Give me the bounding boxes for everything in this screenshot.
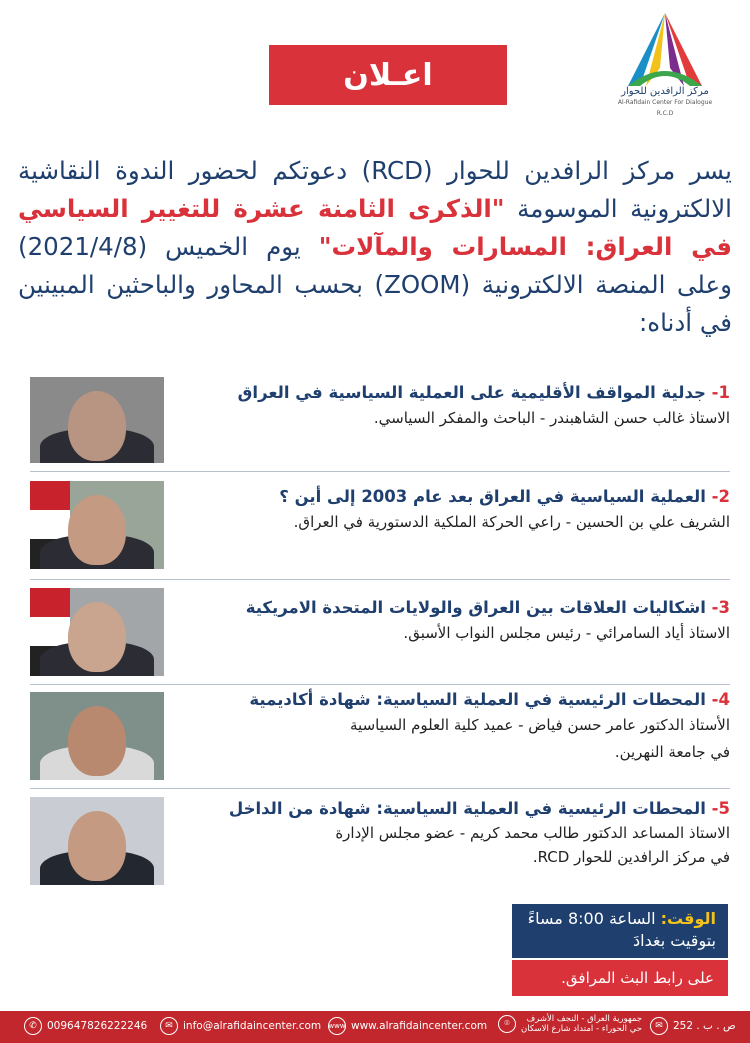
- logo-caption: [610, 86, 720, 119]
- speaker-name: الاستاذ المساعد الدكتور طالب محمد كريم - عضو مجلس الإدارة: [335, 824, 730, 842]
- announcement-title: اعـلان: [343, 57, 433, 93]
- footer-pobox: ✉ ص . ب . 252: [650, 1017, 736, 1035]
- speaker-photo: [30, 692, 164, 780]
- speaker-topic: 4- المحطات الرئيسية في العملية السياسية: شهادة أكاديمية: [249, 690, 730, 709]
- speaker-photo: [30, 481, 164, 569]
- announcement-banner: [269, 45, 507, 105]
- time-label: الوقت:: [660, 909, 716, 928]
- phone-icon: ✆: [24, 1017, 42, 1035]
- speaker-affiliation: في جامعة النهرين.: [614, 743, 730, 761]
- intro-text-1: يسر مركز الرافدين للحوار (RCD) دعوتكم لحضور الندوة النقاشية الالكترونية الموسومة: [18, 156, 732, 223]
- divider: [30, 579, 730, 580]
- footer-email[interactable]: ✉ info@alrafidaincenter.com: [160, 1017, 321, 1035]
- speaker-topic: 5- المحطات الرئيسية في العملية السياسية: شهادة من الداخل: [228, 799, 730, 818]
- divider: [30, 684, 730, 685]
- speaker-name: الأستاذ الدكتور عامر حسن فياض - عميد كلية العلوم السياسية: [350, 716, 730, 734]
- logo-name-en: Al-Rafidain Center For Dialogue: [617, 99, 713, 106]
- speaker-item-5: [30, 797, 730, 885]
- stream-link-text[interactable]: على رابط البث المرافق.: [561, 969, 714, 987]
- intro-paragraph: [18, 152, 732, 342]
- speaker-photo: [30, 797, 164, 885]
- logo-abbr: R.C.D: [656, 110, 674, 117]
- mailbox-icon: ✉: [650, 1017, 668, 1035]
- footer-phone[interactable]: ✆ 009647826222246: [24, 1017, 147, 1035]
- email-icon: ✉: [160, 1017, 178, 1035]
- divider: [30, 788, 730, 789]
- speaker-photo: [30, 377, 164, 463]
- stream-link-box[interactable]: [512, 960, 728, 996]
- footer-address: ⌾ جمهورية العراق - النجف الأشرف حي الحوراء - امتداد شارع الاسكان: [498, 1014, 642, 1034]
- web-icon: www: [328, 1017, 346, 1035]
- footer-bar: [0, 1011, 750, 1043]
- speaker-name: الاستاذ أياد السامرائي - رئيس مجلس النواب الأسبق.: [403, 624, 730, 642]
- time-value: الساعة 8:00 مساءً: [527, 909, 656, 928]
- speaker-name: الاستاذ غالب حسن الشاهبندر - الباحث والمفكر السياسي.: [373, 409, 730, 427]
- intro-text-2: يوم الخميس (2021/4/8) وعلى المنصة الالكترونية (ZOOM) بحسب المحاور والباحثين المبينين في أدناه:: [18, 232, 732, 337]
- footer-website[interactable]: www www.alrafidaincenter.com: [328, 1017, 487, 1035]
- speaker-affiliation: في مركز الرافدين للحوار RCD.: [532, 848, 730, 866]
- time-zone: بتوقيت بغدادَ: [633, 931, 716, 950]
- logo-name-ar: مركز الرافدين للحوار: [621, 86, 709, 97]
- speaker-item-1: [30, 377, 730, 463]
- divider: [30, 471, 730, 472]
- speaker-topic: 2- العملية السياسية في العراق بعد عام 2003 إلى أين ؟: [279, 487, 730, 506]
- seminar-title: "الذكرى الثامنة عشرة للتغيير السياسي في العراق: المسارات والمآلات": [18, 194, 732, 261]
- speaker-topic: 1- جدلية المواقف الأقليمية على العملية السياسية في العراق: [237, 383, 730, 402]
- speaker-name: الشريف علي بن الحسين - راعي الحركة الملكية الدستورية في العراق.: [293, 513, 730, 531]
- speaker-item-2: [30, 481, 730, 569]
- speaker-photo: [30, 588, 164, 676]
- speaker-item-4: [30, 692, 730, 780]
- speaker-item-3: [30, 588, 730, 676]
- time-box: [512, 904, 728, 958]
- location-pin-icon: ⌾: [498, 1015, 516, 1033]
- speaker-topic: 3- اشكاليات العلاقات بين العراق والولايات المتحدة الامريكية: [245, 598, 730, 617]
